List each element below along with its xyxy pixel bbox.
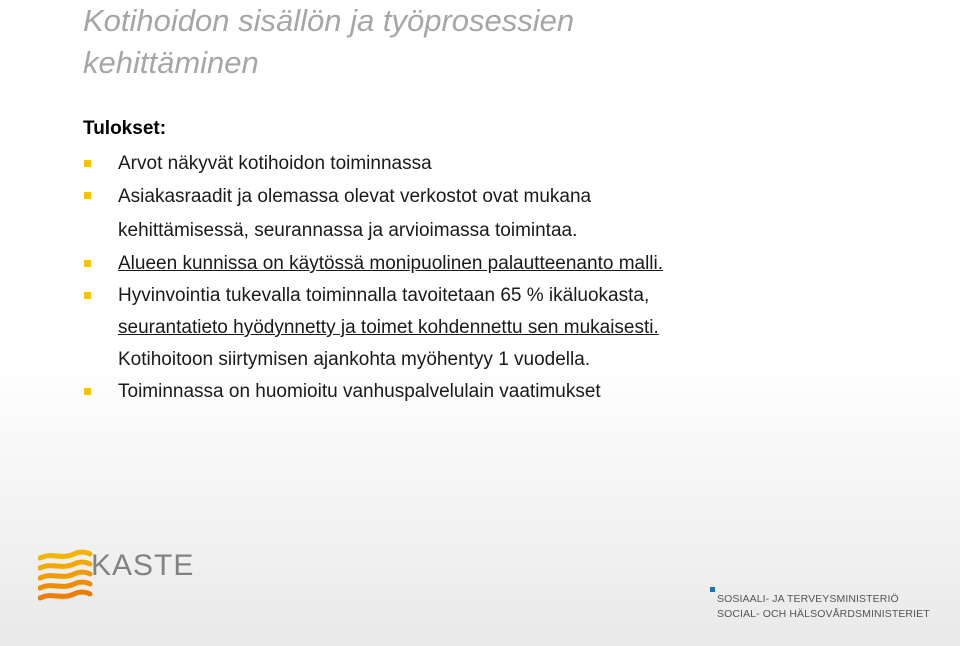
list-item-text: Toiminnassa on huomioitu vanhuspalvelulain vaatimukset xyxy=(118,381,601,402)
list-item-text: Arvot näkyvät kotihoidon toiminnassa xyxy=(118,153,432,174)
list-item xyxy=(83,280,943,376)
kaste-logo-text: KASTE xyxy=(91,549,195,582)
list-item-text: seurantatieto hyödynnetty ja toimet kohdennettu sen mukaisesti. xyxy=(118,317,659,338)
title-line-2: kehittäminen xyxy=(83,45,259,80)
results-heading: Tulokset: xyxy=(83,118,167,139)
ministry-logo xyxy=(708,583,938,633)
list-item xyxy=(83,248,943,280)
slide-title xyxy=(83,0,903,84)
ministry-square-icon xyxy=(710,587,715,592)
list-item xyxy=(83,148,943,180)
ministry-name-finnish: SOSIAALI- JA TERVEYSMINISTERIÖ xyxy=(717,593,899,605)
ministry-name-swedish: SOCIAL- OCH HÄLSOVÅRDSMINISTERIET xyxy=(717,608,930,620)
bullet-icon xyxy=(84,192,91,199)
list-item xyxy=(83,180,943,248)
list-item-text: Kotihoitoon siirtymisen ajankohta myöhentyy 1 vuodella. xyxy=(118,349,591,370)
bullet-icon xyxy=(84,292,91,299)
results-list xyxy=(83,148,943,408)
list-item-text: Alueen kunnissa on käytössä monipuolinen palautteenanto malli. xyxy=(118,253,664,274)
bullet-icon xyxy=(84,260,91,267)
list-item xyxy=(83,376,943,408)
list-item-text: kehittämisessä, seurannassa ja arvioimassa toimintaa. xyxy=(118,220,578,241)
bullet-icon xyxy=(84,388,91,395)
list-item-text: Asiakasraadit ja olemassa olevat verkostot ovat mukana xyxy=(118,186,592,207)
bullet-icon xyxy=(84,160,91,167)
list-item-text: Hyvinvointia tukevalla toiminnalla tavoitetaan 65 % ikäluokasta, xyxy=(118,285,650,306)
title-line-1: Kotihoidon sisällön ja työprosessien xyxy=(83,3,575,38)
